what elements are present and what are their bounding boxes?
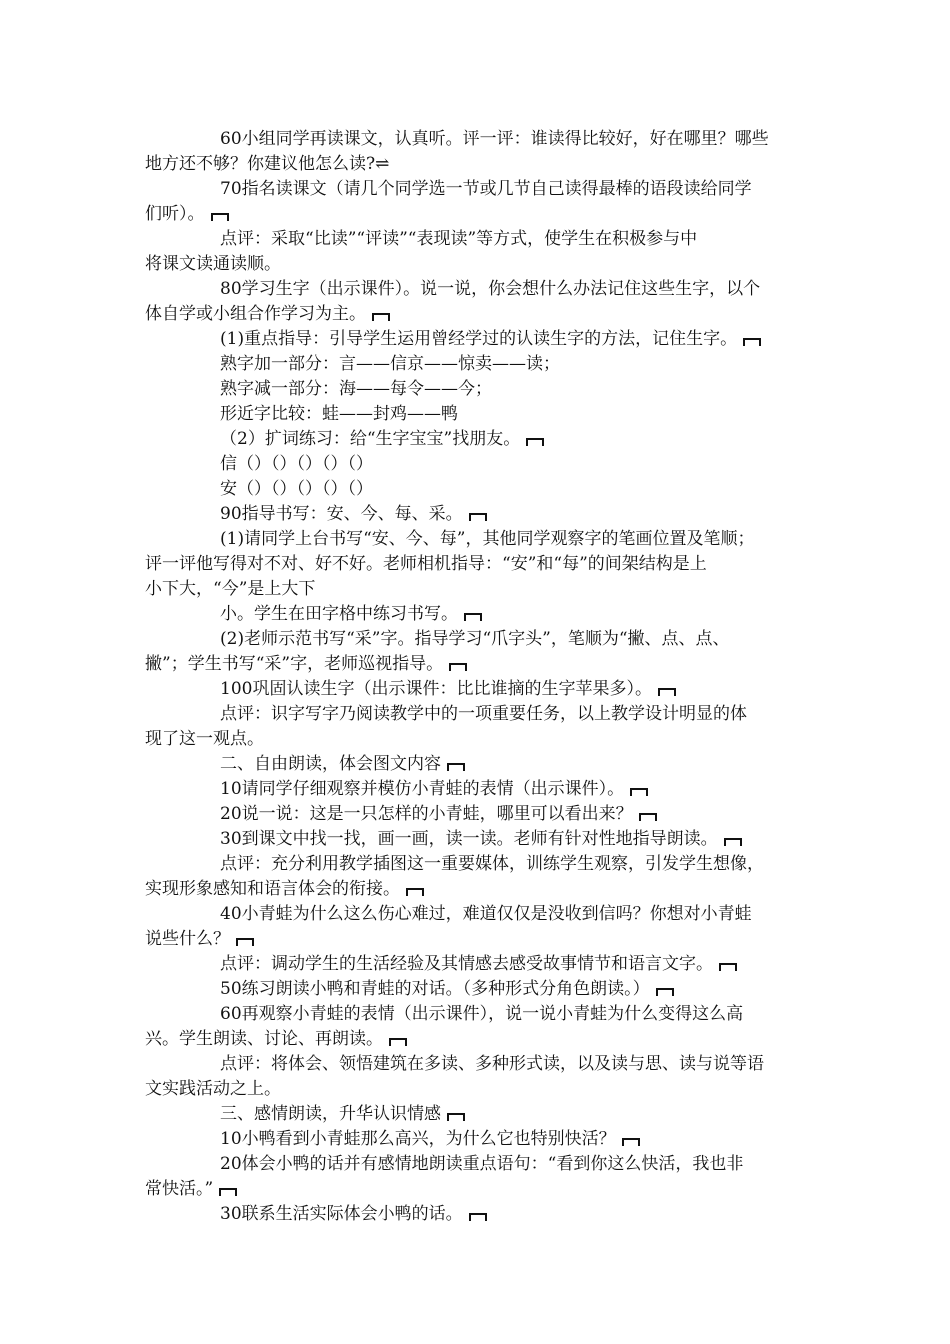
return-mark-icon [724, 838, 742, 846]
text-line: 50练习朗读小鸭和青蛙的对话。（多种形式分角色朗读。） [220, 978, 674, 1000]
text-line: 评一评他写得对不对、好不好。老师相机指导：“安”和“每”的间架结构是上 [145, 554, 707, 574]
return-mark-icon [469, 513, 487, 521]
text-line: 100巩固认读生字（出示课件：比比谁摘的生字苹果多）。 [220, 678, 676, 700]
text-line: 点评：识字写字乃阅读教学中的一项重要任务，以上教学设计明显的体 [220, 704, 747, 724]
text-line: 20说一说：这是一只怎样的小青蛙，哪里可以看出来？ [220, 803, 657, 825]
text-line: 40小青蛙为什么这么伤心难过，难道仅仅是没收到信吗？你想对小青蛙 [220, 904, 752, 924]
text-line: (2)老师示范书写“采”字。指导学习“爪字头”，笔顺为“撇、点、点、 [220, 629, 730, 649]
return-mark-icon [464, 613, 482, 621]
return-mark-icon [639, 813, 657, 821]
section-heading: 三、感情朗读，升华认识情感 [220, 1103, 465, 1125]
section-heading: 二、自由朗读，体会图文内容 [220, 753, 465, 775]
return-mark-icon [372, 313, 390, 321]
text-line: 10请同学仔细观察并模仿小青蛙的表情（出示课件）。 [220, 778, 648, 800]
text-line: （2）扩词练习：给“生字宝宝”找朋友。 [220, 428, 544, 450]
text-line: 地方还不够？你建议他怎么读?⇌ [145, 154, 390, 174]
text-line: 小下大，“今”是上大下 [145, 579, 316, 599]
return-mark-icon [656, 988, 674, 996]
text-line: 体自学或小组合作学习为主。 [145, 303, 390, 325]
text-line: 小。学生在田字格中练习书写。 [220, 603, 482, 625]
text-line: 熟字加一部分：言——信京——惊卖——读； [220, 354, 560, 374]
text-line: 点评：充分利用教学插图这一重要媒体，训练学生观察，引发学生想像， [220, 854, 764, 874]
return-mark-icon [719, 963, 737, 971]
text-line: 点评：将体会、领悟建筑在多读、多种形式读，以及读与思、读与说等语 [220, 1054, 764, 1074]
return-mark-icon [622, 1138, 640, 1146]
return-mark-icon [447, 763, 465, 771]
text-line: 现了这一观点。 [145, 729, 264, 749]
text-line: 70指名读课文（请几个同学选一节或几节自己读得最棒的语段读给同学 [220, 179, 752, 199]
text-line: 90指导书写：安、今、每、采。 [220, 503, 487, 525]
text-line: 兴。学生朗读、讨论、再朗读。 [145, 1028, 407, 1050]
return-mark-icon [406, 888, 424, 896]
return-mark-icon [389, 1038, 407, 1046]
text-line: (1)请同学上台书写“安、今、每”，其他同学观察字的笔画位置及笔顺； [220, 529, 755, 549]
text-line: (1)重点指导：引导学生运用曾经学过的认读生字的方法，记住生字。 [220, 328, 761, 350]
return-mark-icon [211, 213, 229, 221]
return-mark-icon [743, 338, 761, 346]
text-line: 80学习生字（出示课件）。说一说，你会想什么办法记住这些生字，以个 [220, 279, 761, 299]
text-line: 撇”；学生书写“采”字，老师巡视指导。 [145, 653, 467, 675]
text-line: 60小组同学再读课文，认真听。评一评：谁读得比较好，好在哪里？哪些 [220, 129, 769, 149]
return-mark-icon [447, 1113, 465, 1121]
return-mark-icon [630, 788, 648, 796]
text-line: 安（）（）（）（）（） [220, 479, 373, 499]
text-line: 信（）（）（）（）（） [220, 454, 373, 474]
text-line: 60再观察小青蛙的表情（出示课件），说一说小青蛙为什么变得这么高 [220, 1004, 744, 1024]
text-line: 30到课文中找一找，画一画，读一读。老师有针对性地指导朗读。 [220, 828, 742, 850]
text-line: 说些什么？ [145, 928, 254, 950]
text-line: 10小鸭看到小青蛙那么高兴，为什么它也特别快活？ [220, 1128, 640, 1150]
return-mark-icon [236, 938, 254, 946]
text-line: 们听）。 [145, 203, 229, 225]
text-line: 形近字比较：蛙——封鸡——鸭 [220, 404, 458, 424]
text-line: 实现形象感知和语言体会的衔接。 [145, 878, 424, 900]
return-mark-icon [449, 663, 467, 671]
text-line: 文实践活动之上。 [145, 1079, 281, 1099]
text-line: 20体会小鸭的话并有感情地朗读重点语句：“看到你这么快活，我也非 [220, 1154, 744, 1174]
text-line: 30联系生活实际体会小鸭的话。 [220, 1203, 487, 1225]
text-line: 点评：调动学生的生活经验及其情感去感受故事情节和语言文字。 [220, 953, 737, 975]
text-line: 熟字减一部分：海——每令——今； [220, 379, 492, 399]
return-mark-icon [219, 1188, 237, 1196]
return-mark-icon [658, 688, 676, 696]
return-mark-icon [469, 1213, 487, 1221]
text-line: 常快活。” [145, 1178, 237, 1200]
text-line: 点评：采取“比读”“评读”“表现读”等方式，使学生在积极参与中 [220, 229, 698, 249]
return-mark-icon [526, 438, 544, 446]
text-line: 将课文读通读顺。 [145, 254, 281, 274]
